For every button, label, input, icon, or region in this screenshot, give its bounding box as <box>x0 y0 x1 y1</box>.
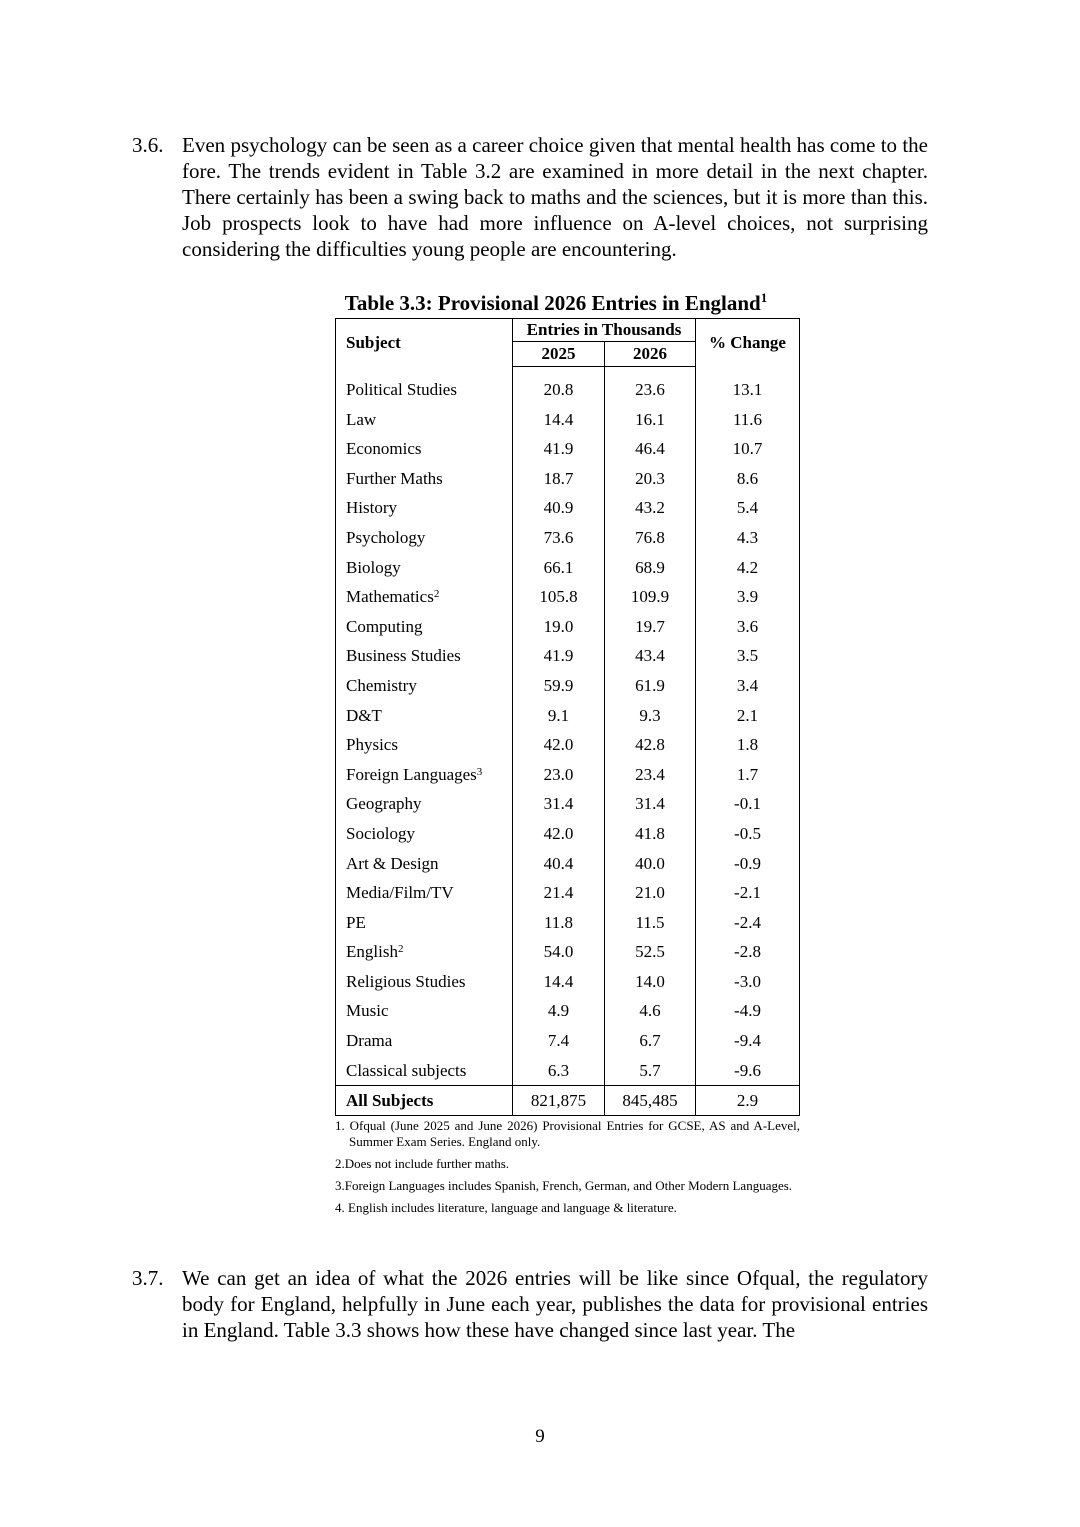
subject-name: Law <box>346 409 377 429</box>
entries-2026-cell: 9.3 <box>605 701 696 731</box>
entries-2026-cell: 40.0 <box>605 849 696 879</box>
entries-2026-cell: 11.5 <box>605 908 696 938</box>
entries-2025-cell: 18.7 <box>513 464 605 494</box>
entries-2025-cell: 31.4 <box>513 789 605 819</box>
table-row <box>336 701 800 731</box>
entries-2025-cell: 14.4 <box>513 967 605 997</box>
subject-cell <box>336 464 513 494</box>
change-cell: 4.2 <box>736 557 759 577</box>
footnote: 4. English includes literature, language and language & literature. <box>335 1200 677 1215</box>
change-cell: 3.5 <box>736 646 759 666</box>
table-row <box>336 493 800 523</box>
subject-cell <box>336 878 513 908</box>
change-cell: 2.1 <box>736 705 759 725</box>
footnote: 1. Ofqual (June 2025 and June 2026) Provisional Entries for GCSE, AS and A-Level, Summer Exam Series. England only. <box>335 1118 800 1149</box>
change-cell: 1.7 <box>736 764 759 784</box>
change-cell: -3.0 <box>734 971 761 991</box>
entries-2026-cell: 19.7 <box>605 612 696 642</box>
paragraph-3-6 <box>132 132 928 262</box>
entries-2026-cell: 42.8 <box>605 730 696 760</box>
total-2026: 845,485 <box>605 1086 696 1116</box>
table-row <box>336 405 800 435</box>
change-cell: 5.4 <box>736 498 759 518</box>
table-row <box>336 760 800 790</box>
entries-2025-cell: 41.9 <box>513 641 605 671</box>
entries-2026-cell: 31.4 <box>605 789 696 819</box>
subject-cell <box>336 523 513 553</box>
entries-2025-cell: 20.8 <box>513 375 605 405</box>
subject-cell <box>336 434 513 464</box>
table-caption-note: 1 <box>760 290 768 305</box>
subject-name: Political Studies <box>346 380 457 399</box>
table-row <box>336 937 800 967</box>
subject-note: 2 <box>433 588 440 601</box>
subject-name: Classical subjects <box>346 1060 467 1080</box>
change-cell: 8.6 <box>736 468 759 488</box>
subject-cell <box>336 493 513 523</box>
table-row <box>336 1056 800 1086</box>
change-cell: -9.6 <box>734 1060 761 1080</box>
subject-name: Geography <box>346 794 422 814</box>
entries-2026-cell: 46.4 <box>605 434 696 464</box>
subject-name: Religious Studies <box>346 971 466 991</box>
subject-name: English <box>346 942 398 962</box>
subject-cell <box>336 849 513 879</box>
table-row <box>336 878 800 908</box>
change-cell: -2.4 <box>734 912 761 932</box>
subject-cell <box>336 671 513 701</box>
subject-name: D&T <box>346 705 382 725</box>
entries-2026-cell: 16.1 <box>605 405 696 435</box>
paragraph-text: We can get an idea of what the 2026 entries will be like since Ofqual, the regulatory body for England, helpfully in June each year, publishes the data for provisional entries in England. Table 3.3 shows how these have changed since last year. The <box>182 1266 928 1342</box>
entries-2025-cell: 9.1 <box>513 701 605 731</box>
table-caption-text: Table 3.3: Provisional 2026 Entries in England <box>344 291 761 315</box>
subject-cell <box>336 967 513 997</box>
entries-2025-cell: 59.9 <box>513 671 605 701</box>
table-row <box>336 730 800 760</box>
change-cell: -2.1 <box>734 883 761 903</box>
subject-cell <box>336 553 513 583</box>
entries-2026-cell: 5.7 <box>605 1056 696 1086</box>
table-row <box>336 996 800 1026</box>
entries-2025-cell: 6.3 <box>513 1056 605 1086</box>
entries-2026-cell: 23.6 <box>605 375 696 405</box>
entries-2026-cell: 43.2 <box>605 493 696 523</box>
subject-cell <box>336 582 513 612</box>
entries-2026-cell: 4.6 <box>605 996 696 1026</box>
subject-cell <box>336 760 513 790</box>
subject-name: Music <box>346 1001 389 1021</box>
header-entries-group: Entries in Thousands <box>513 319 696 342</box>
table-caption <box>0 290 1080 316</box>
subject-cell <box>336 937 513 967</box>
entries-2026-cell: 21.0 <box>605 878 696 908</box>
header-change: % Change <box>709 332 786 352</box>
subject-name: Mathematics <box>346 587 434 607</box>
subject-cell <box>336 612 513 642</box>
table-row <box>336 464 800 494</box>
table-row <box>336 523 800 553</box>
entries-2025-cell: 41.9 <box>513 434 605 464</box>
entries-2025-cell: 23.0 <box>513 760 605 790</box>
table-row <box>336 967 800 997</box>
subject-cell <box>336 789 513 819</box>
subject-name: Economics <box>346 439 422 459</box>
entries-2025-cell: 42.0 <box>513 730 605 760</box>
table-row <box>336 908 800 938</box>
entries-2025-cell: 40.4 <box>513 849 605 879</box>
subject-name: Psychology <box>346 527 426 547</box>
header-year-2025: 2025 <box>513 342 605 367</box>
subject-cell <box>336 641 513 671</box>
subject-cell <box>336 996 513 1026</box>
entries-2025-cell: 105.8 <box>513 582 605 612</box>
table-row <box>336 671 800 701</box>
table-row <box>336 1026 800 1056</box>
entries-2026-cell: 6.7 <box>605 1026 696 1056</box>
entries-2026-cell: 76.8 <box>605 523 696 553</box>
subject-cell <box>336 730 513 760</box>
table-row <box>336 434 800 464</box>
entries-2025-cell: 54.0 <box>513 937 605 967</box>
entries-2026-cell: 20.3 <box>605 464 696 494</box>
subject-name: Art & Design <box>346 853 439 873</box>
change-cell: 3.9 <box>736 587 759 607</box>
subject-name: Chemistry <box>346 675 417 695</box>
change-cell: 10.7 <box>732 439 763 459</box>
subject-cell <box>336 375 513 405</box>
subject-cell <box>336 701 513 731</box>
subject-name: Media/Film/TV <box>346 883 454 903</box>
subject-cell <box>336 819 513 849</box>
subject-cell <box>336 1056 513 1086</box>
change-cell: 4.3 <box>736 527 759 547</box>
subject-note: 2 <box>397 943 404 956</box>
entries-table <box>335 318 800 1116</box>
entries-2025-cell: 40.9 <box>513 493 605 523</box>
table-row <box>336 819 800 849</box>
subject-cell <box>336 908 513 938</box>
table-row <box>336 849 800 879</box>
change-cell: 3.6 <box>736 616 759 636</box>
entries-2025-cell: 73.6 <box>513 523 605 553</box>
entries-2025-cell: 19.0 <box>513 612 605 642</box>
total-2025: 821,875 <box>513 1086 605 1116</box>
table-row <box>336 375 800 405</box>
paragraph-number: 3.7. <box>132 1266 164 1290</box>
subject-name: Biology <box>346 557 401 577</box>
subject-name: Physics <box>346 735 398 755</box>
subject-name: Sociology <box>346 823 415 843</box>
entries-2025-cell: 42.0 <box>513 819 605 849</box>
subject-name: Business Studies <box>346 646 461 666</box>
entries-2025-cell: 7.4 <box>513 1026 605 1056</box>
page-number: 9 <box>535 1426 545 1447</box>
subject-cell <box>336 405 513 435</box>
header-subject: Subject <box>336 319 513 367</box>
change-cell: 11.6 <box>732 409 763 429</box>
change-cell: -0.9 <box>734 853 761 873</box>
change-cell: 1.8 <box>736 735 759 755</box>
entries-2026-cell: 14.0 <box>605 967 696 997</box>
change-cell: 3.4 <box>736 675 759 695</box>
subject-note: 3 <box>476 765 483 778</box>
entries-2025-cell: 4.9 <box>513 996 605 1026</box>
table-row <box>336 789 800 819</box>
total-change: 2.9 <box>696 1086 800 1116</box>
entries-2025-cell: 21.4 <box>513 878 605 908</box>
table-footnotes <box>335 1118 800 1222</box>
entries-2026-cell: 23.4 <box>605 760 696 790</box>
change-cell: 13.1 <box>732 380 763 399</box>
change-cell: -2.8 <box>734 942 761 962</box>
entries-2025-cell: 66.1 <box>513 553 605 583</box>
subject-name: Computing <box>346 616 423 636</box>
footnote: 3.Foreign Languages includes Spanish, French, German, and Other Modern Languages. <box>335 1178 793 1193</box>
paragraph-number: 3.6. <box>132 133 164 157</box>
subject-name: History <box>346 498 397 518</box>
table-row <box>336 612 800 642</box>
entries-2025-cell: 14.4 <box>513 405 605 435</box>
entries-2026-cell: 52.5 <box>605 937 696 967</box>
change-cell: -4.9 <box>734 1001 761 1021</box>
subject-name: Drama <box>346 1031 393 1051</box>
total-label: All Subjects <box>336 1086 513 1116</box>
table-row <box>336 582 800 612</box>
change-cell: -9.4 <box>734 1031 761 1051</box>
entries-2026-cell: 41.8 <box>605 819 696 849</box>
change-cell: -0.5 <box>734 823 761 843</box>
entries-2026-cell: 61.9 <box>605 671 696 701</box>
entries-2026-cell: 109.9 <box>605 582 696 612</box>
subject-cell <box>336 1026 513 1056</box>
table-total-row <box>336 1086 800 1116</box>
entries-2026-cell: 43.4 <box>605 641 696 671</box>
subject-name: Foreign Languages <box>346 764 477 784</box>
change-cell: -0.1 <box>734 794 761 814</box>
header-year-2026: 2026 <box>605 342 696 367</box>
entries-2025-cell: 11.8 <box>513 908 605 938</box>
entries-2026-cell: 68.9 <box>605 553 696 583</box>
subject-name: Further Maths <box>346 468 443 488</box>
paragraph-3-7 <box>132 1265 928 1343</box>
table-row <box>336 553 800 583</box>
footnote: 2.Does not include further maths. <box>335 1156 510 1171</box>
paragraph-text: Even psychology can be seen as a career choice given that mental health has come to the fore. The trends evident in Table 3.2 are examined in more detail in the next chapter. There certainly has been a swing back to maths and the sciences, but it is more than this. Job prospects look to have had more influence on A-level choices, not surprising considering the difficulties young people are encountering. <box>182 133 928 261</box>
subject-name: PE <box>346 912 366 932</box>
table-row <box>336 641 800 671</box>
